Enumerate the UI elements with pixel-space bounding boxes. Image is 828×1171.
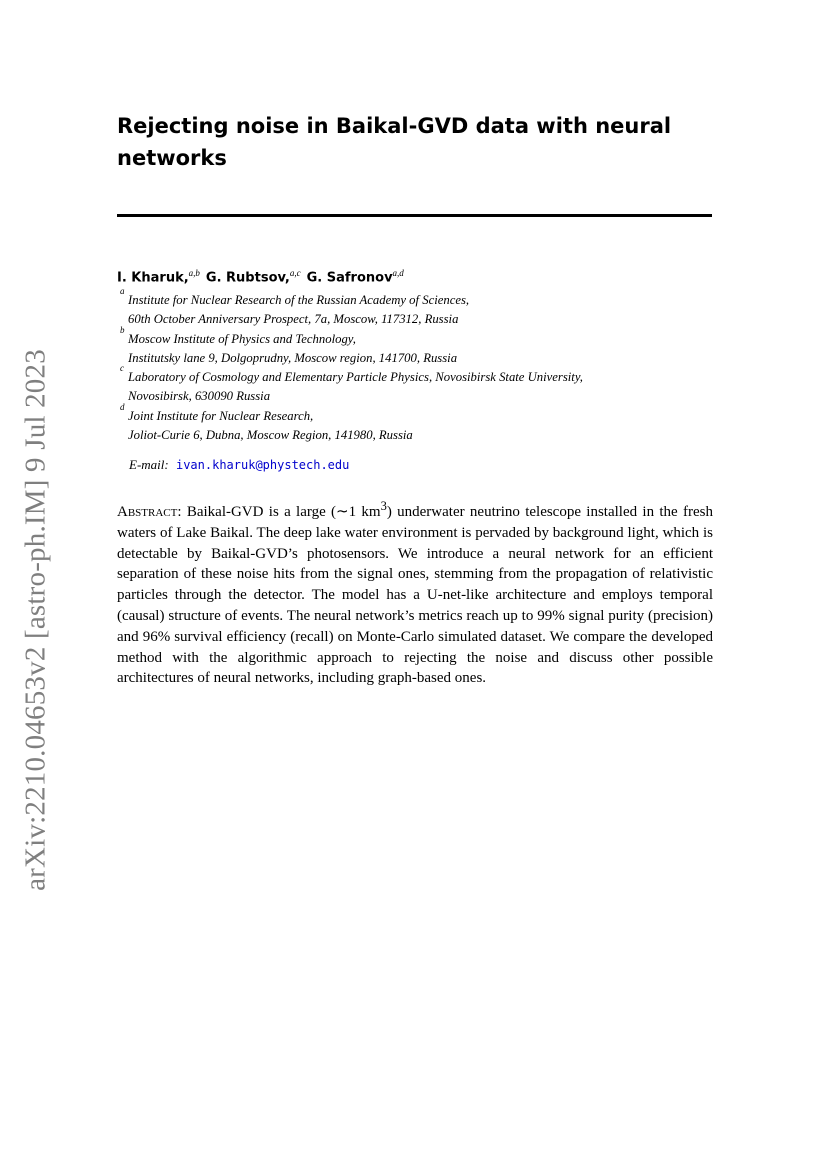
abstract-text-part-1: Baikal-GVD is a large (∼1 km: [186, 504, 381, 520]
abstract: [117, 496, 713, 689]
affiliation-line: Institutsky lane 9, Dolgoprudny, Moscow region, 141700, Russia: [128, 350, 458, 365]
affiliation-item: [120, 401, 720, 446]
affiliation-line: Laboratory of Cosmology and Elementary Particle Physics, Novosibirsk State University,: [128, 370, 583, 385]
author-affiliation-marks: a,b: [188, 268, 200, 278]
abstract-superscript: 3: [380, 499, 387, 513]
contact-email: [129, 456, 349, 474]
affiliation-line: Joliot-Curie 6, Dubna, Moscow Region, 141980, Russia: [128, 428, 413, 443]
affiliation-mark: a: [120, 286, 125, 296]
affiliation-line: 60th October Anniversary Prospect, 7a, Moscow, 117312, Russia: [128, 312, 459, 327]
affiliation-mark: c: [120, 363, 124, 374]
author-name: G. Safronov: [306, 270, 393, 286]
email-label: E-mail:: [129, 457, 169, 472]
paper-title: [117, 110, 717, 174]
affiliation-item: [120, 363, 720, 407]
author-affiliation-marks: a,d: [392, 268, 404, 278]
title-line-1: Rejecting noise in Baikal-GVD data with neural: [117, 114, 672, 138]
author-name: G. Rubtsov,: [205, 270, 290, 286]
affiliation-mark: b: [120, 324, 125, 335]
affiliation-item: [120, 324, 720, 369]
affiliation-item: [120, 286, 720, 330]
author-name: I. Kharuk,: [117, 270, 189, 286]
affiliation-line: Novosibirsk, 630090 Russia: [128, 389, 271, 404]
email-link[interactable]: ivan.kharuk@phystech.edu: [175, 458, 350, 472]
author-list: [117, 264, 404, 287]
title-line-2: networks: [117, 146, 227, 170]
author-affiliation-marks: a,c: [289, 268, 301, 278]
arxiv-identifier: arXiv:2210.04653v2 [astro-ph.IM] 9 Jul 2023: [19, 349, 52, 891]
title-rule: [117, 214, 712, 217]
affiliation-line: Institute for Nuclear Research of the Russian Academy of Sciences,: [128, 293, 470, 307]
abstract-text-part-2: ) underwater neutrino telescope installed in the fresh waters of Lake Baikal. The deep lake water environment is pervaded by background light, which is detectable by Baikal-GVD’s photosensors. We introduce a neural network for an efficient separation of these noise hits from the signal ones, stemming from the propagation of relativistic particles through the detector. The model has a U-net-like architecture and employs temporal (causal) structure of events. The neural network’s metrics reach up to 99% signal purity (precision) and 96% survival efficiency (recall) on Monte-Carlo simulated dataset. We compare the developed method with the algorithmic approach to rejecting the noise and discuss other possible architectures of neural networks, including graph-based ones.: [117, 504, 714, 687]
affiliation-list: [120, 286, 720, 445]
affiliation-line: Moscow Institute of Physics and Technology,: [128, 331, 356, 346]
affiliation-line: Joint Institute for Nuclear Research,: [128, 408, 314, 423]
abstract-label: Abstract:: [117, 504, 182, 520]
affiliation-mark: d: [120, 401, 125, 412]
